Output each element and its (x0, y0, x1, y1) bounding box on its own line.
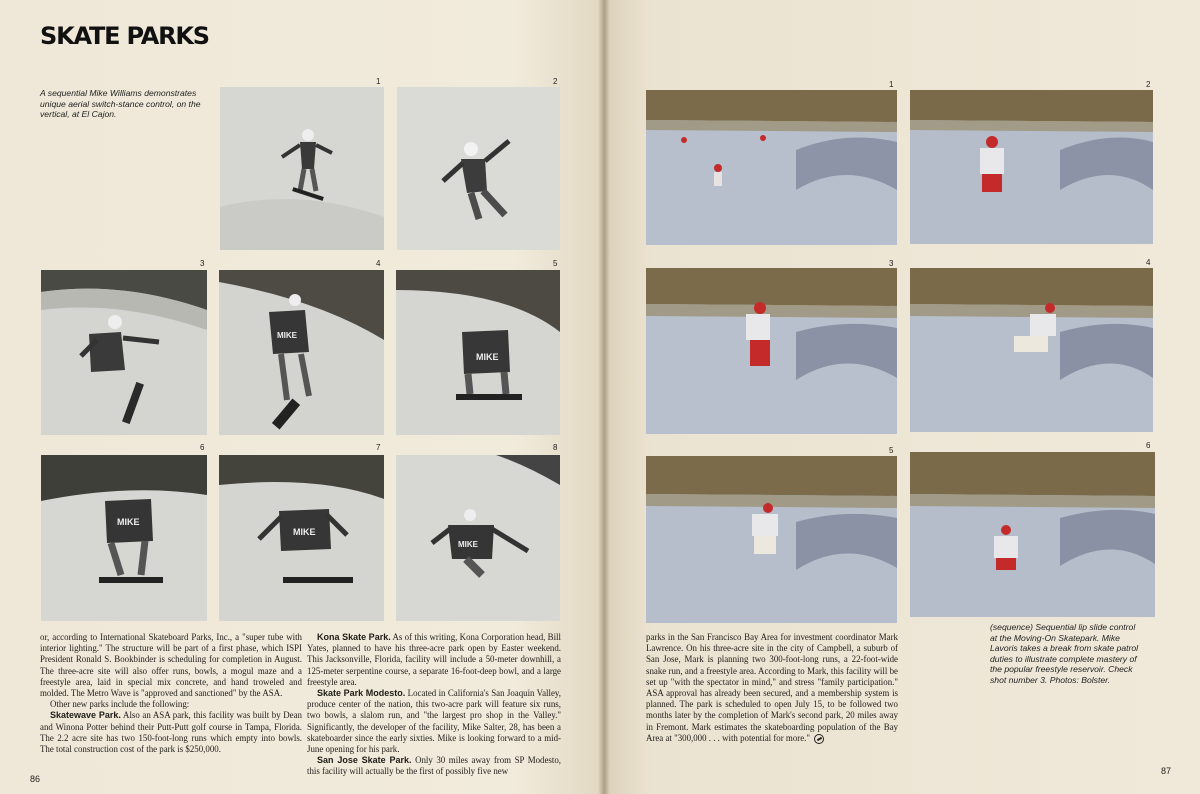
jersey-text: MIKE (117, 517, 140, 527)
paragraph: Other new parks include the following: (50, 699, 190, 710)
paragraph-lead: Skate Park Modesto. (317, 688, 406, 699)
photo-number: 1 (889, 80, 894, 89)
right-photo-caption: (sequence) Sequential lip slide control at the Moving-On Skatepark. Mike Lavoris takes a break from skate patrol duties to illustrate complete mastery of the popular freestyle reservoir. Check shot number 3. Photos: Bolster. (990, 622, 1139, 685)
color-photo-1 (646, 90, 897, 245)
left-photo-caption: A sequential Mike Williams demonstrates unique aerial switch-stance control, on the vertical, at El Cajon. (40, 88, 201, 119)
paragraph (307, 755, 561, 777)
color-photo-5 (646, 456, 897, 623)
bw-photo-8 (396, 455, 560, 621)
photo-number: 1 (376, 77, 381, 86)
bw-photo-3 (41, 270, 207, 435)
bw-photo-4 (219, 270, 384, 435)
photo-number: 8 (553, 443, 558, 452)
paragraph-body: parks in the San Francisco Bay Area for investment coordinator Mark Lawrence. On his three-acre site in the city of Campbell, a suburb of San Jose, Mark is planning two 300-foot-long runs, a 22-foot-wide snake run, and a freestyle area. According to Mark, this facility will be set up "with the spectator in mind," and stress "family participation." ASA approval has already been secured, and a membership system is planned. The park is scheduled to open July 15, to be followed two months later by the completion of Mark's second park, 20 miles away in Fremont. Mark estimates the skateboarding population of the Bay Area at "300,000 . . . with potential for more." (646, 632, 898, 743)
photo-number: 2 (1146, 80, 1151, 89)
color-photo-2 (910, 90, 1153, 244)
photo-number: 3 (889, 259, 894, 268)
paragraph (40, 710, 302, 755)
text-column-1 (40, 632, 302, 755)
page-number-right: 87 (1161, 766, 1172, 776)
jersey-text: MIKE (476, 352, 499, 362)
paragraph-lead: Skatewave Park. (50, 710, 121, 721)
photo-number: 4 (376, 259, 381, 268)
photo-number: 4 (1146, 258, 1151, 267)
bw-photo-5 (396, 270, 560, 435)
jersey-text: MIKE (458, 540, 478, 549)
bw-photo-2 (397, 87, 560, 250)
color-photo-6 (910, 452, 1155, 617)
paragraph-lead: San Jose Skate Park. (317, 755, 412, 766)
photo-number: 5 (553, 259, 558, 268)
bw-photo-1 (220, 87, 384, 250)
jersey-text: MIKE (293, 527, 316, 537)
photo-number: 3 (200, 259, 205, 268)
color-photo-3 (646, 268, 897, 434)
section-headline: SKATE PARKS (40, 22, 209, 50)
photo-number: 2 (553, 77, 558, 86)
color-photo-4 (910, 268, 1153, 432)
jersey-text: MIKE (277, 331, 297, 340)
paragraph-body: As of this writing, Kona Corporation head, Bill Yates, planned to have his three-acre park open by Easter weekend. This Jacksonville, Florida, facility will include a 50-meter downhill, a 125-meter serpentine course, a separate 16-foot-deep bowl, and a large freestyle area. (307, 632, 561, 687)
photo-number: 7 (376, 443, 381, 452)
end-of-article-mark-icon (814, 734, 824, 744)
photo-number: 6 (1146, 441, 1151, 450)
bw-photo-6 (41, 455, 207, 621)
paragraph-body: Located in California's San Joaquin Valley, produce center of the nation, this two-acre park will feature six runs, two bowls, a slalom run, and "the largest pro shop in the Valley." Significantly, the developer of the facility, Mike Salter, 28, has been a skateboarder since the early sixties. Mike is looking forward to a mid-June opening for his park. (307, 688, 561, 755)
paragraph (646, 632, 898, 744)
photo-number: 6 (200, 443, 205, 452)
page-gutter (598, 0, 610, 794)
photo-number: 5 (889, 446, 894, 455)
paragraph (307, 632, 561, 688)
paragraph-lead: Kona Skate Park. (317, 632, 391, 642)
paragraph-body: Also an ASA park, this facility was built by Dean and Winona Potter behind their Putt-Putt golf course in Tampa, Florida. The 2.2 acre site has two 150-foot-long runs which empty into bowls. The total construction cost of the park is $250,000. (40, 710, 302, 755)
page-number-left: 86 (30, 774, 41, 784)
paragraph (307, 688, 561, 755)
paragraph: or, according to International Skateboard Parks, Inc., a "super tube with interior lighting." The structure will be part of a first phase, which ISPI President Ronald S. Bookbinder is scheduling for completion in August. The three-acre site will also offer runs, bowls, a mogul maze and a freestyle area, laid in special mix concrete, and hand troweled and molded. The Metro Wave is "approved and sanctioned" by the ASA. (40, 632, 302, 699)
bw-photo-7 (219, 455, 384, 621)
paragraph-body: Only 30 miles away from SP Modesto, this facility will actually be the first of possibly five new (307, 755, 561, 777)
text-column-3 (646, 632, 898, 744)
text-column-2 (307, 632, 561, 778)
